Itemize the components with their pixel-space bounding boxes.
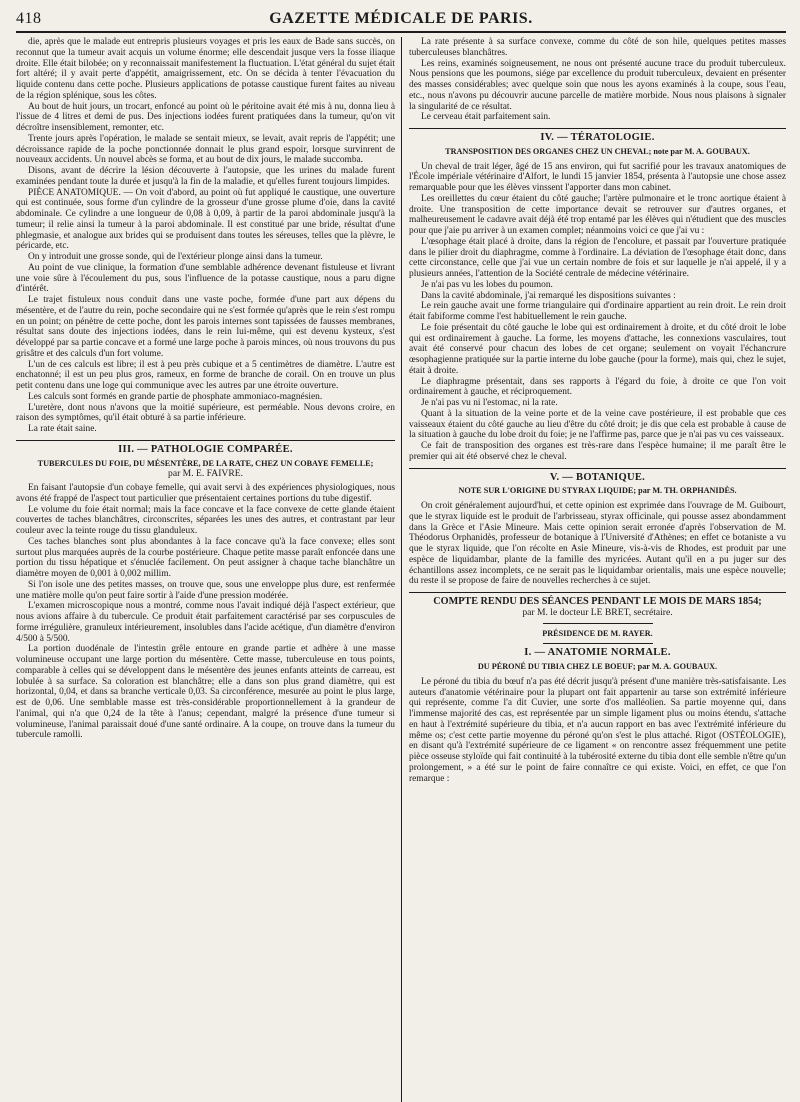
section-heading-iii: III. — PATHOLOGIE COMPARÉE. [118,443,293,455]
paragraph: Un cheval de trait léger, âgé de 15 ans environ, qui fut sacrifié pour les travaux anatomiques de l'École impériale vétérinaire d'Alfort, le lundi 15 janvier 1854, présenta à l'autopsie une chose assez remarquable pour que les élèves vinssent l'apporter dans mon cabinet. [409,161,786,193]
short-rule [543,623,653,624]
article-title-tubercules: TUBERCULES DU FOIE, DU MÉSENTÈRE, DE LA RATE, CHEZ UN COBAYE FEMELLE; [37,458,374,468]
section-rule [409,592,786,593]
paragraph: En faisant l'autopsie d'un cobaye femelle, qui avait servi à des expériences physiologiques, nous avons été frappé de l'aspect tout particulier que présentaient certaines portions du tube digestif. [16,483,395,504]
article-title-perone: DU PÉRONÉ DU TIBIA CHEZ LE BOEUF; par M. A. GOUBAUX. [477,662,718,671]
section-rule [409,468,786,469]
article-author-faivre: par M. E. FAIVRE. [168,468,243,480]
short-rule [543,643,653,644]
section-rule [16,440,395,441]
paragraph: Le foie présentait du côté gauche le lobe qui est ordinairement à droite, et du côté droit le lobe qui est ordinairement à gauche. La forme, les moyens d'attache, les connexions vasculaires, tout avait été conservé pour chacun des lobes de cet organe; seulement on voyait l'échancrure œsophagienne pratiquée sur la partie interne du lobe gauche (pour la forme), mais qui, chez le sujet, était à droite. [409,322,786,376]
paragraph: On y introduit une grosse sonde, qui de l'extérieur plonge ainsi dans la tumeur. [28,252,323,262]
left-column [16,37,401,1102]
paragraph: Dans la cavité abdominale, j'ai remarqué les dispositions suivantes : [421,290,676,301]
paragraph: Ce fait de transposition des organes est très-rare dans l'espèce humaine; il me paraît être le premier qui ait été observé chez le cheval. [409,441,786,462]
right-paragraphs-d [409,677,786,785]
paragraph: La rate était saine. [28,424,97,434]
paragraph: die, après que le malade eut entrepris plusieurs voyages et pris les eaux de Bade sans succès, on reconnut que la tumeur avait acquis un volume énorme; elle descendait jusque vers la fosse iliaque droite. Elle était bilobée; on y reconnaissait manifestement la fluctuation. L'état général du sujet était fort altéré; il y avait perte d'appétit, amaigrissement, etc. On se décida à tenter l'évacuation du liquide contenu dans cette poche. Plusieurs applications de potasse caustique furent faites au niveau de la région splénique, sous les côtes. [16,37,395,101]
left-paragraphs-a [16,37,395,435]
right-paragraphs-b [409,162,786,463]
left-paragraphs-b [16,483,395,741]
right-column [401,37,786,1102]
paragraph: Le péroné du tibia du bœuf n'a pas été décrit jusqu'à présent d'une manière très-satisfaisante. Les auteurs d'anatomie vétérinaire pour la plupart ont fait appartenir au tarse son extrémité inférieure qui représente, comme l'a dit Cuvier, une sorte d'os malléolien. Sa partie moyenne qui, dans l'immense majorité des cas, est représentée par un simple ligament plus ou moins étendu, s'attache en haut à l'extrémité supérieure du tibia, et n'a aucun rapport en bas avec l'extrémité inférieure du même os; c'est cette partie moyenne du péroné qu'on s'est le plus attaché. Rigot (OSTÉOLOGIE), en disant qu'à l'extrémité supérieure de ce ligament « on rencontre assez fréquemment une petite pièce osseuse styloïde qui fait continuité à la tubérosité externe du tibia dont elle semble n'être qu'un prolongement, » a été sur le point de faire connaître ce qui existe. Voici, en effet, ce que l'on remarque : [409,676,786,784]
paragraph: La portion duodénale de l'intestin grêle entoure en grande partie et adhère à une masse volumineuse occupant une large portion du mésentère. Cette masse, tuberculeuse en tous points, comparable à celles qui se développent dans le mésentère des jeunes enfants atteints de carreau, est lobulée à sa surface. Sa coloration est blanchâtre; elle a dans son plus grand diamètre, qui est horizontal, 0,04, et dans sa branche verticale 0,03. Sa circonférence, mesurée au point le plus large, est de 0,06. Une semblable masse est très-considérable proportionnellement à la grandeur de l'animal, qui n'a que 0,24 de la tête à l'anus; cependant, malgré la présence d'une tumeur si volumineuse, l'animal paraissait doué d'une santé ordinaire. A la coupe, on trouve dans la tumeur du tubercule ramolli. [16,644,395,741]
article-title-transposition: TRANSPOSITION DES ORGANES CHEZ UN CHEVAL; note par M. A. GOUBAUX. [445,146,750,156]
paragraph: On croit généralement aujourd'hui, et cette opinion est exprimée dans l'ouvrage de M. Guibourt, que le styrax liquide est le produit de l'arbrisseau, styrax officinale, qui pousse assez abondamment dans la Grèce et l'Asie Mineure. Mais cette opinion serait erronée d'après l'observation de M. Théodorus Orphanidès, professeur de botanique à l'Université d'Athènes; en effet ce botaniste a vu que le styrax liquide, que l'on récolte en Asie Mineure, vis-à-vis de Rhodes, est produit par une espèce de liquidambar, plante de la famille des myricées. Autant qu'il en a pu juger sur des échantillons assez incomplets, ce ne serait pas le liquidambar orientalis, mais une espèce nouvelle; du reste il se propose de faire de nouvelles recherches à ce sujet. [409,501,786,587]
paragraph: L'uretère, dont nous n'avons que la moitié supérieure, est perméable. Nous devons croire, en raison des symptômes, qu'il était obturé à sa partie inférieure. [16,402,395,424]
paragraph: PIÈCE ANATOMIQUE. — On voit d'abord, au point où fut appliqué le caustique, une ouverture qui est continuée, sous forme d'un cylindre de la grosseur d'une grosse plume d'oie, dans la cavité abdominale. Ce cylindre a une longueur de 0,08 à 0,09, à partir de la paroi abdominale jusqu'à la tumeur; il relie ainsi la tumeur à la paroi abdominale. Il est constitué par une bride, résultat d'une phlegmasie, et analogue aux brides qui se produisent dans toutes les séreuses, telles que la plèvre, le péricarde, etc. [16,187,395,252]
page-header [16,10,786,33]
paragraph: Quant à la situation de la veine porte et de la veine cave postérieure, il est probable que ces vaisseaux étaient du côté gauche au lieu d'être du côté droit; je dis que cela est probable à cause de la situation à gauche du lobe droit du foie; je ne l'affirme pas, parce que je n'ai pas vu ces vaisseaux. [409,408,786,441]
page-number: 418 [16,10,42,27]
paragraph: Je n'ai pas vu les lobes du poumon. [421,279,553,290]
paragraph: Trente jours après l'opération, le malade se sentait mieux, se levait, avait repris de l'appétit; une décroissance rapide de la poche ponctionnée donnait le plus grand espoir, lorsque survinrent de nouveaux accidents. Un nouvel abcès se forma, et au bout de dix jours, le malade succomba. [16,133,395,166]
section-heading-iv: IV. — TÉRATOLOGIE. [540,132,655,143]
paragraph: La rate présente à sa surface convexe, comme du côté de son hile, quelques petites masses tuberculeuses blanchâtres. [409,37,786,58]
right-paragraphs-a [409,37,786,123]
paragraph: L'un de ces calculs est libre; il est à peu près cubique et a 5 centimètres de diamètre. L'autre est enchatonné; il est un peu plus gros, rameux, en forme de branche de corail. On en trouve un plus petit contenu dans une loge qui communique avec les autres par une étroite ouverture. [16,359,395,391]
paragraph: L'examen microscopique nous a montré, comme nous l'avait indiqué déjà l'aspect extérieur, que nous avions affaire à du tubercule. Ce produit était parfaitement caractérisé par ses corpuscules de forme irrégulière, granuleux intérieurement, insolubles dans l'acide acétique, d'un diamètre d'environ 4/500 à 5/500. [16,601,395,644]
paragraph: Le cerveau était parfaitement sain. [421,112,551,123]
paragraph: Au point de vue clinique, la formation d'une semblable adhérence devenant fistuleuse et livrant une voie sûre à l'écoulement du pus, sous l'influence de la potasse caustique, nous a paru digne d'intérêt. [16,262,395,295]
section-rule [409,128,786,129]
right-paragraphs-c [409,501,786,587]
paragraph: Le rein gauche avait une forme triangulaire qui d'ordinaire appartient au rein droit. Le rein droit était fabiforme comme l'est habituellement le rein gauche. [409,301,786,322]
presidence-line: PRÉSIDENCE DE M. RAYER. [542,628,653,638]
paragraph: Ces taches blanches sont plus abondantes à la face concave qu'à la face convexe; elles sont surtout plus marquées auprès de la courbe postérieure. Chaque petite masse paraît enfoncée dans une portion du tissu hépatique et s'énuclée facilement. On peut assigner à chaque tache blanchâtre un diamètre moyen de 0,001 à 0,002 millim. [16,536,395,579]
paragraph: Le trajet fistuleux nous conduit dans une vaste poche, formée d'une part aux dépens du mésentère, et de l'autre du rein, poche secondaire qui ne s'est formée qu'après que le rein s'est rompu en un point; on pénètre de cette poche, dont les parois internes sont tapissées de fausses membranes, résultat sans doute des injections iodées, dans le rein lui-même, qui est devenu kysteux, s'est développé par sa partie concave et a formé une large poche à parois minces, où nous trouvons du pus grisâtre et des calculs d'un fort volume. [16,295,395,359]
paragraph: Les calculs sont formés en grande partie de phosphate ammoniaco-magnésien. [28,391,323,402]
paragraph: Les oreillettes du cœur étaient du côté gauche; l'artère pulmonaire et le tronc aortique étaient à droite. Une transposition de cette importance devait se retrouver sur d'autres organes, et malheureusement le cadavre avait déjà été trop entamé par les élèves qui n'étudient que des muscles pour que j'aie pu arriver à un examen complet; néanmoins voici ce que j'ai vu : [409,193,786,236]
report-author: par M. le docteur LE BRET, secrétaire. [522,606,673,618]
section-heading-i: I. — ANATOMIE NORMALE. [524,647,671,659]
paragraph: Le diaphragme présentait, dans ses rapports à l'égard du foie, à droite ce que l'on voit ordinairement à gauche, et réciproquement. [409,376,786,398]
paragraph: Le volume du foie était normal; mais la face concave et la face convexe de cette glande étaient couvertes de taches blanchâtres, circonscrites, séparées les unes des autres, et contrastant par leur couleur avec la teinte rouge du tissu glanduleux. [16,504,395,536]
paragraph: Les reins, examinés soigneusement, ne nous ont présenté aucune trace du produit tuberculeux. Nous pensions que les poumons, siége par excellence du produit tuberculeux, devaient en présenter des masses considérables; avec quelque soin que nous les ayons examinés à la coupe, sous l'eau, etc., nous n'avons pu découvrir aucune parcelle de matière morbide. Nous nous plaisons à signaler la singularité de ce résultat. [409,58,786,112]
paragraph: Je n'ai pas vu ni l'estomac, ni la rate. [421,398,558,408]
paragraph: L'œsophage était placé à droite, dans la région de l'encolure, et passait par l'ouverture pratiquée dans le pilier droit du diaphragme, comme à l'ordinaire. La déviation de l'œsophage était donc, dans cette circonstance, celle que j'ai vue un certain nombre de fois et sur laquelle je n'ai appelé, il y a plusieurs années, l'attention de la Société centrale de médecine vétérinaire. [409,236,786,279]
paragraph: Au bout de huit jours, un trocart, enfoncé au point où le péritoine avait été mis à nu, donna lieu à l'issue de 4 litres et demi de pus. Des injections iodées furent pratiquées dans la tumeur, qu'on vit décroître insensiblement, remonter, etc. [16,101,395,133]
section-heading-v: V. — BOTANIQUE. [549,471,646,483]
report-title: COMPTE RENDU DES SÉANCES PENDANT LE MOIS DE MARS 1854; [433,596,762,607]
article-title-styrax: NOTE SUR L'ORIGINE DU STYRAX LIQUIDE; par M. TH. ORPHANIDÈS. [458,486,737,496]
paragraph: Disons, avant de décrire la lésion découverte à l'autopsie, que les urines du malade furent examinées pendant toute la durée et jusqu'à la fin de la maladie, et qu'elles furent toujours limpides. [16,166,395,187]
publication-title: GAZETTE MÉDICALE DE PARIS. [269,10,533,27]
paragraph: Si l'on isole une des petites masses, on trouve que, sous une enveloppe plus dure, est renfermée une matière molle qu'on peut faire sortir à l'aide d'une pression modérée. [16,579,395,601]
